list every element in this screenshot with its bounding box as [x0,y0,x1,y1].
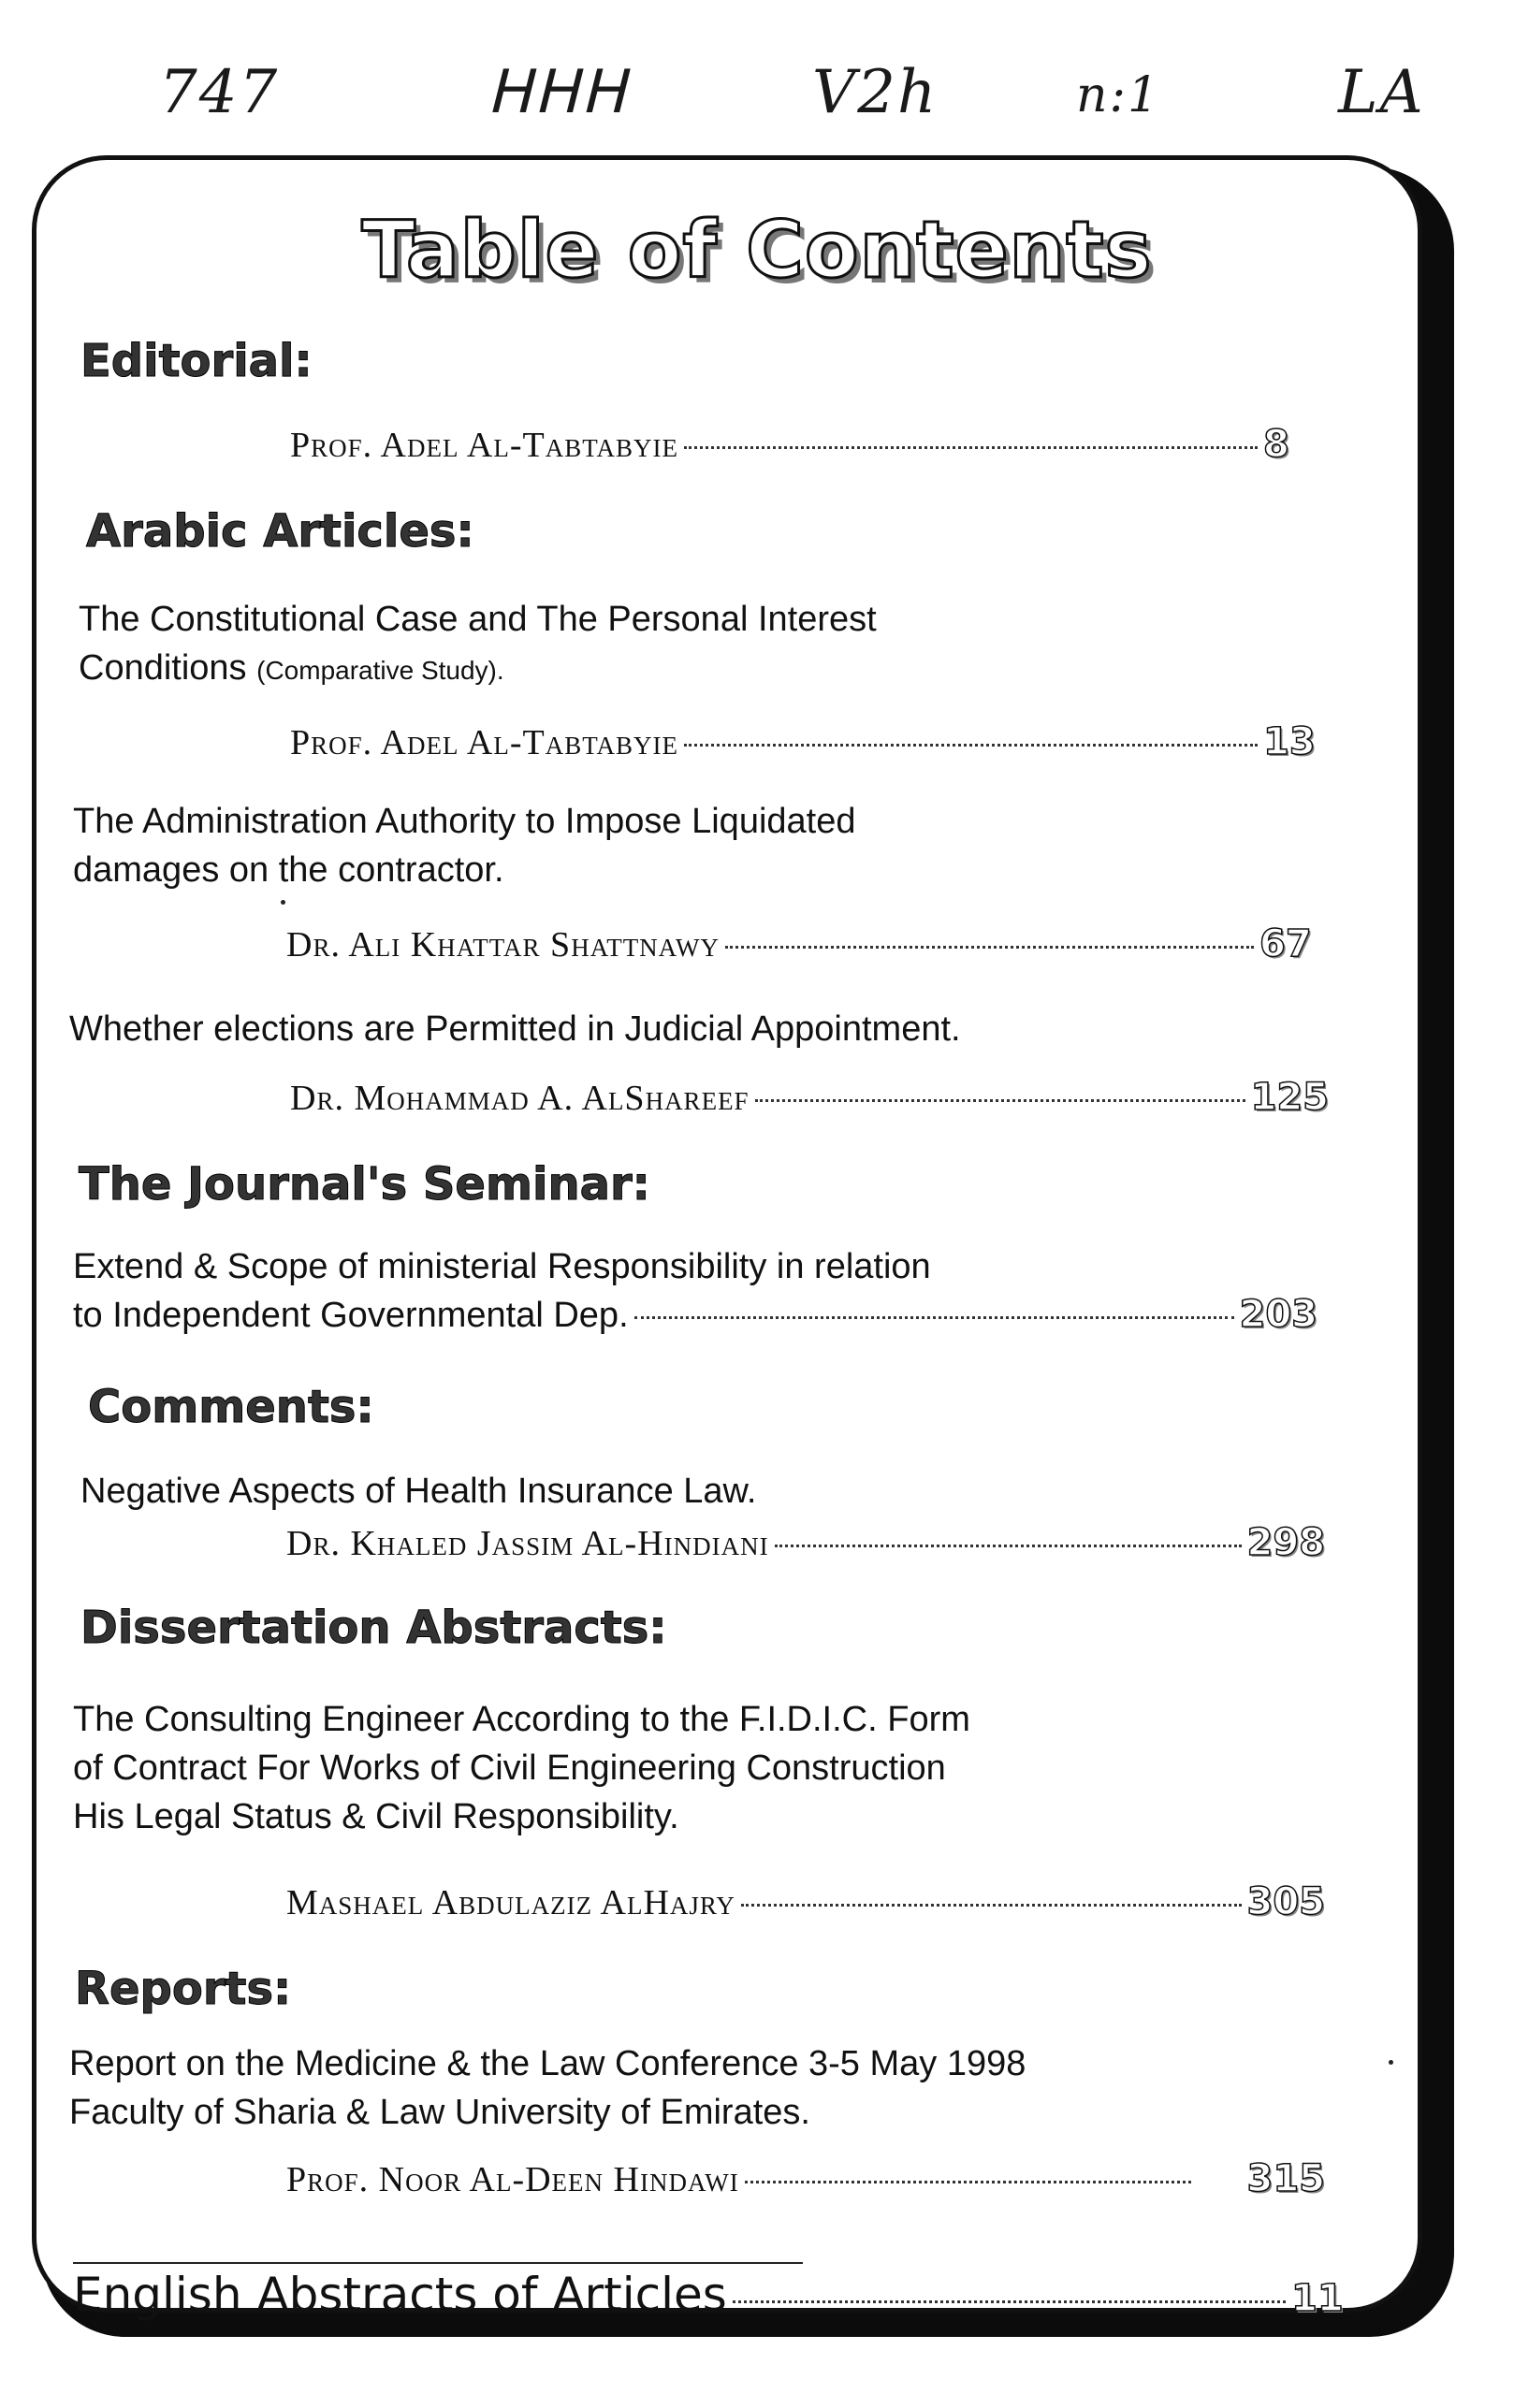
dot-leader [745,2181,1191,2183]
article-title-line: Negative Aspects of Health Insurance Law. [80,1472,757,1511]
dot-leader [733,2300,1286,2303]
toc-entry-english-abstracts[interactable] [73,2268,1347,2322]
article-title-line: of Contract For Works of Civil Engineering Construction [73,1748,946,1788]
article-title-line: The Administration Authority to Impose Liquidated [73,802,856,841]
page-title: Table of Contents [361,204,1153,296]
toc-entry[interactable] [286,1880,1325,1923]
toc-entry[interactable] [286,2157,1325,2200]
article-title [73,1242,1149,1291]
scan-speck [281,900,285,905]
toc-entry[interactable] [290,1076,1329,1119]
author-name: Prof. Adel Al-Tabtabyie [290,426,679,465]
heading-editorial: Editorial: [80,335,313,387]
dot-leader [634,1316,1234,1319]
toc-entry[interactable] [290,720,1319,763]
heading-dissertation-abstracts: Dissertation Abstracts: [80,1602,667,1654]
article-title [73,797,1149,894]
page-number: 67 [1259,922,1312,965]
page-number: 203 [1239,1293,1317,1336]
page-number: 315 [1246,2157,1325,2200]
article-title [69,1005,1145,1053]
article-title-line: damages on the contractor. [73,850,504,890]
page-number: 298 [1246,1521,1325,1564]
toc-entry[interactable] [286,1521,1325,1564]
author-name: Dr. Mohammad A. AlShareef [290,1079,750,1118]
handwritten-number: 747 [159,58,280,127]
toc-entry[interactable] [290,423,1319,466]
dot-leader [741,1904,1242,1907]
dot-leader [684,446,1258,449]
author-name: Prof. Adel Al-Tabtabyie [290,723,679,762]
handwritten-code: LA [1338,58,1425,127]
author-name: Prof. Noor Al-Deen Hindawi [286,2160,739,2199]
handwritten-mark: ᕼᕼᕼ [487,58,628,127]
article-title-line: The Constitutional Case and The Personal Interest [79,600,877,639]
article-title-line: Conditions [79,648,247,688]
page-number: 13 [1263,720,1316,763]
dot-leader [684,744,1258,747]
handwritten-issue: n:1 [1076,67,1161,123]
scan-speck [1389,2060,1393,2065]
article-title-line: Extend & Scope of ministerial Responsibility in relation [73,1247,931,1286]
article-title [80,1467,1157,1516]
article-title [73,1695,1149,1841]
dot-leader [725,946,1254,949]
heading-arabic-articles: Arabic Articles: [86,505,474,558]
heading-journal-seminar: The Journal's Seminar: [79,1158,650,1211]
divider-rule [73,2262,803,2264]
english-abstracts-label: English Abstracts of Articles [73,2268,727,2322]
article-title-line: Report on the Medicine & the Law Conference 3-5 May 1998 [69,2044,1026,2083]
toc-entry[interactable] [73,1293,1317,1336]
article-title [69,2039,1145,2137]
handwritten-volume: V2h [812,58,939,127]
author-name: Dr. Ali Khattar Shattnawy [286,925,720,965]
article-note: (Comparative Study). [256,656,504,685]
author-name: Dr. Khaled Jassim Al-Hindiani [286,1524,769,1563]
article-title-line: His Legal Status & Civil Responsibility. [73,1797,679,1836]
heading-reports: Reports: [75,1963,292,2015]
page-number: 8 [1263,423,1289,466]
article-title-line: Whether elections are Permitted in Judicial Appointment. [69,1009,961,1049]
article-title-line: Faculty of Sharia & Law University of Emirates. [69,2093,810,2132]
article-title-line: to Independent Governmental Dep. [73,1296,629,1335]
toc-entry[interactable] [286,922,1316,965]
heading-comments: Comments: [88,1381,374,1433]
page-number: 125 [1250,1076,1329,1119]
article-title-line: The Consulting Engineer According to the F.I.D.I.C. Form [73,1700,970,1739]
article-title [79,595,1155,695]
page-number: 305 [1246,1880,1325,1923]
dot-leader [775,1545,1242,1547]
author-name: Mashael Abdulaziz AlHajry [286,1883,735,1922]
dot-leader [755,1099,1245,1102]
page-number: 11 [1291,2277,1344,2320]
